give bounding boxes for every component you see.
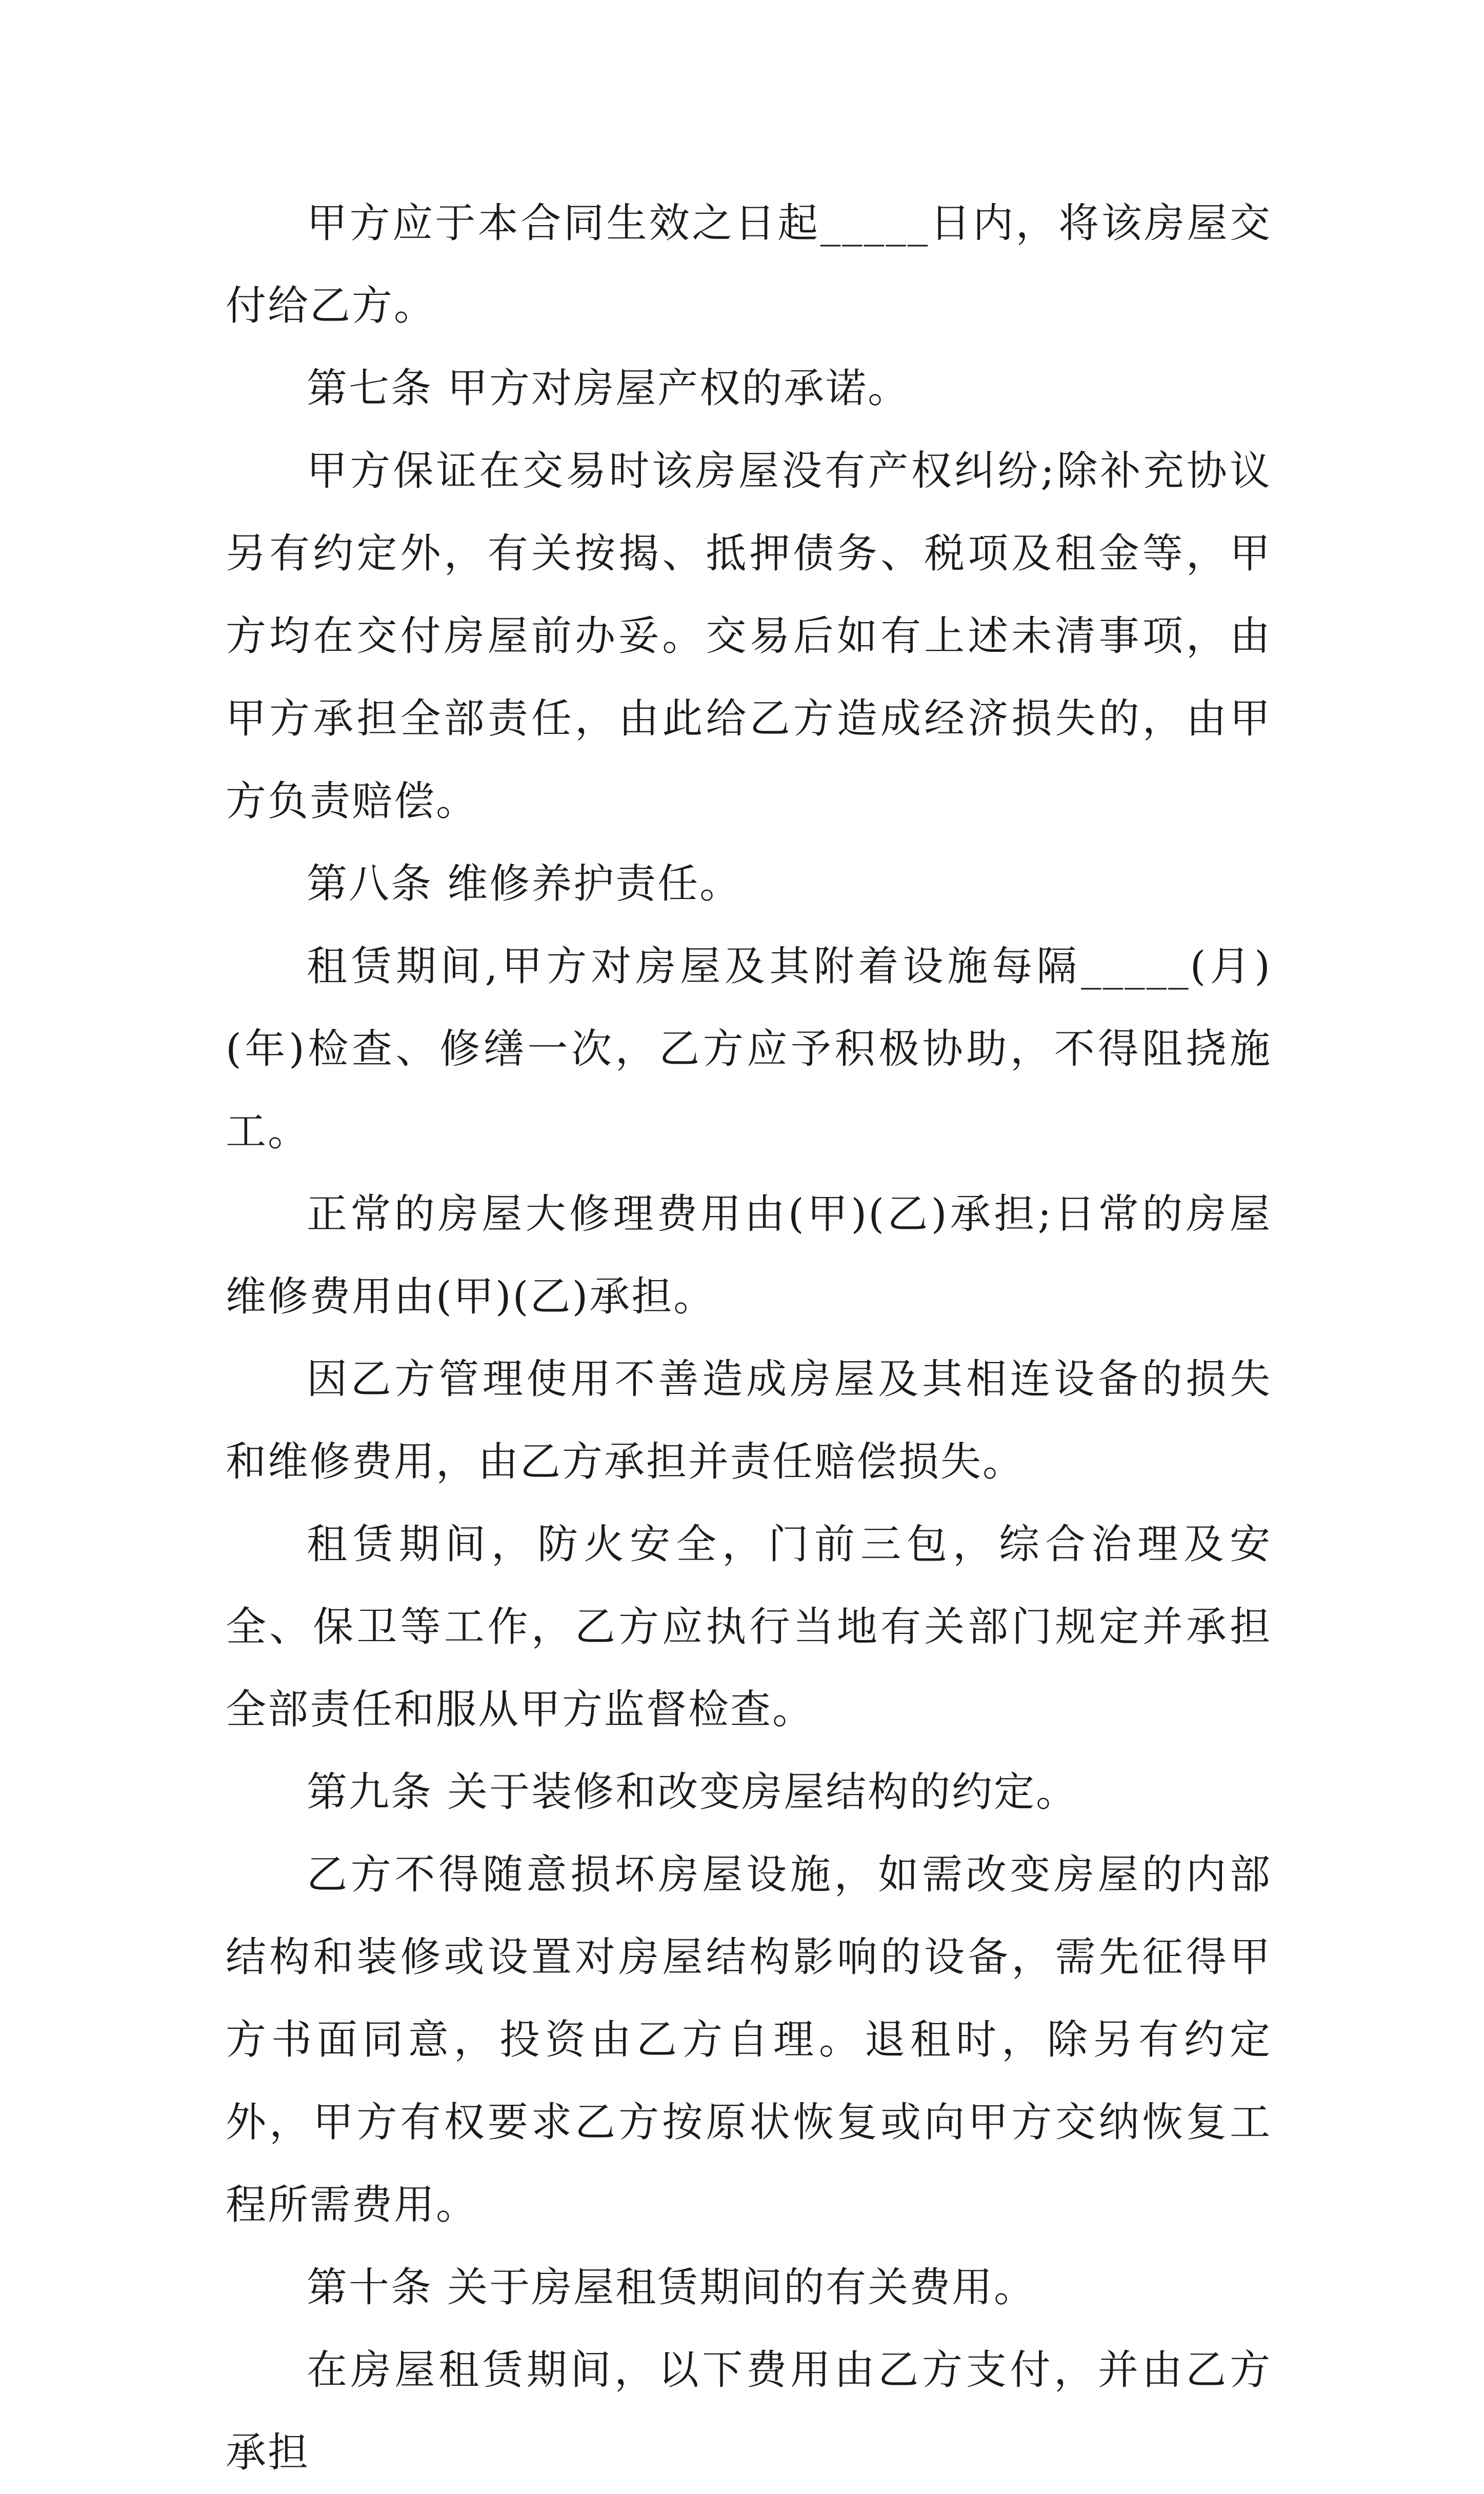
paragraph-delivery-term: 甲方应于本合同生效之日起_____日内，将该房屋交付给乙方。 [226,199,1272,329]
paragraph-renovation: 乙方不得随意损坏房屋设施，如需改变房屋的内部结构和装修或设置对房屋结构影响的设备，需先征得甲方书面同意，投资由乙方自理。退租时，除另有约定外，甲方有权要求乙方按原状恢复或向甲方交纳恢复工程所需费用。 [226,1851,1272,2228]
document-body [226,182,1272,2494]
paragraph-safety-duties: 租赁期间，防火安全，门前三包，综合治理及安全、保卫等工作，乙方应执行当地有关部门规定并承担全部责任和服从甲方监督检查。 [226,1521,1272,1733]
article-7-heading: 第七条 甲方对房屋产权的承诺。 [307,365,910,412]
paragraph-fees: 在房屋租赁期间，以下费用由乙方支付，并由乙方承担 [226,2346,1272,2476]
article-8-heading: 第八条 维修养护责任。 [307,860,742,907]
paragraph-inspection: 租赁期间,甲方对房屋及其附着设施每隔_____(月)(年)检查、修缮一次，乙方应予积极协助，不得阻挠施工。 [226,943,1272,1155]
paragraph-property-rights: 甲方保证在交易时该房屋没有产权纠纷;除补充协议另有约定外，有关按揭、抵押债务、税项及租金等，甲方均在交付房屋前办妥。交易后如有上述未清事项，由甲方承担全部责任，由此给乙方造成经济损失的，由甲方负责赔偿。 [226,447,1272,825]
article-10-heading: 第十条 关于房屋租赁期间的有关费用。 [307,2264,1036,2311]
paragraph-repair-costs: 正常的房屋大修理费用由(甲)(乙)承担;日常的房屋维修费用由(甲)(乙)承担。 [226,1190,1272,1320]
paragraph-damage-liability: 因乙方管理使用不善造成房屋及其相连设备的损失和维修费用，由乙方承担并责任赔偿损失。 [226,1355,1272,1485]
article-9-heading: 第九条 关于装修和改变房屋结构的约定。 [307,1768,1078,1815]
